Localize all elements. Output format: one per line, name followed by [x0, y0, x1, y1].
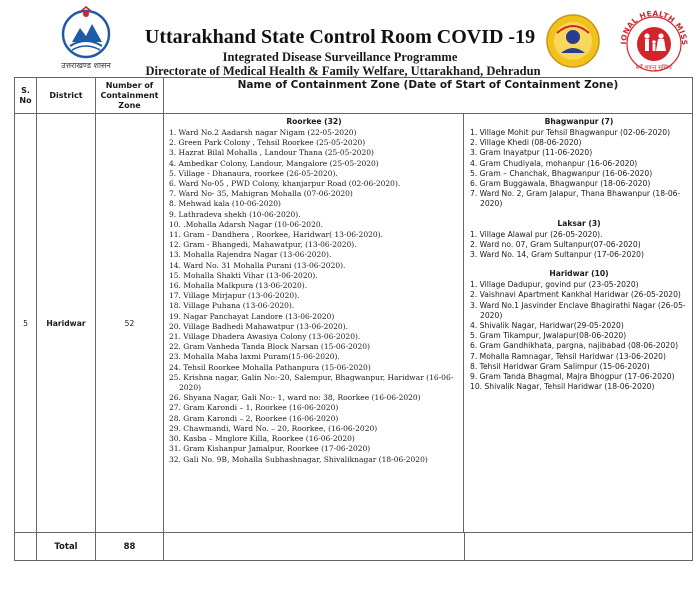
zone-list-cell	[164, 114, 693, 533]
header-count: Number of Containment Zone	[96, 78, 164, 114]
laksar-zone-list	[470, 230, 688, 261]
list-item: 2. Green Park Colony , Tehsil Roorkee (25-05-2020)	[169, 138, 366, 148]
page-title: Uttarakhand State Control Room COVID -19	[144, 26, 536, 48]
other-tehsils-column	[464, 114, 692, 532]
table-header-row	[15, 78, 693, 114]
list-item: 19. Nagar Panchayat Landore (13-06-2020)	[169, 311, 335, 321]
list-item: 4. Shivalik Nagar, Haridwar(29-05-2020)	[470, 321, 624, 331]
list-item: 1. Village Alawal pur (26-05-2020).	[470, 229, 603, 239]
uttarakhand-emblem-logo	[50, 6, 122, 74]
list-item: 11. Gram - Dandhera , Roorkee, Haridwar( 13-06-2020).	[169, 230, 383, 240]
list-item: 17. Village Mirjapur (13-06-2020).	[169, 291, 300, 301]
list-item: 7. Ward No. 2, Gram Jalapur, Thana Bhawanpur (18-06-2020)	[470, 189, 681, 209]
nhm-logo-text: IONAL HEALTH MISS	[618, 8, 690, 46]
list-item: 20. Village Badhedi Mahawatpur (13-06-2020).	[169, 321, 348, 331]
haridwar-zone-list	[470, 280, 688, 392]
list-item: 9. Lathradeva shekh (10-06-2020).	[169, 209, 301, 219]
total-label: Total	[37, 533, 96, 561]
idsp-logo-icon	[545, 13, 601, 69]
containment-zone-table	[14, 77, 693, 561]
section-title-laksar: Laksar (3)	[557, 218, 601, 228]
list-item: 2. Vaishnavi Apartment Kankhal Haridwar (26-05-2020)	[470, 290, 681, 300]
row-sno: 5	[15, 114, 37, 533]
list-item: 6. Gram Buggawala, Bhagwanpur (18-06-2020)	[470, 179, 651, 189]
roorkee-column	[164, 114, 464, 532]
nhm-logo-caption: सर्वे भवन्तु सुखिनः	[635, 65, 673, 71]
list-item: 18. Village Puhana (13-06-2020).	[169, 301, 295, 311]
page-header	[0, 0, 698, 76]
list-item: 7. Ward No- 35, Mahigran Mohalla (07-06-2020)	[169, 189, 353, 199]
roorkee-zone-list	[169, 128, 459, 465]
list-item: 6. Gram Gandhikhata, pargna, najibabad (08-06-2020)	[470, 341, 679, 351]
list-item: 3. Ward No. 14, Gram Sultanpur (17-06-2020)	[470, 250, 644, 260]
list-item: 14. Ward No. 31 Mohalla Purani (13-06-2020).	[169, 260, 346, 270]
page-subtitle: Integrated Disease Surveillance Programme	[222, 50, 458, 64]
list-item: 1. Ward No.2 Aadarsh nagar Nigam (22-05-2020)	[169, 128, 357, 137]
nhm-logo	[614, 6, 694, 72]
bhagwanpur-zone-list	[470, 128, 688, 210]
idsp-logo	[545, 13, 601, 69]
list-item: 6. Ward No-05 , PWD Colony, khanjarpur Road (02-06-2020).	[169, 179, 401, 189]
list-item: 22. Gram Vanheda Tanda Block Narsan (15-06-2020)	[169, 342, 370, 352]
list-item: 28. Gram Karondi – 2, Roorkee (16-06-2020)	[169, 413, 339, 423]
list-item: 8. Mehwad kala (10-06-2020)	[169, 199, 281, 209]
list-item: 2. Village Khedi (08-06-2020)	[470, 138, 582, 148]
list-item: 3. Hazrat Bilal Mohalla , Landour Thana (25-05-2020)	[169, 148, 374, 158]
list-item: 5. Gram – Chanchak, Bhagwanpur (16-06-2020)	[470, 168, 653, 178]
total-zones-cell	[164, 533, 693, 561]
list-item: 30. Kasba – Mnglore Killa, Roorkee (16-06-2020)	[169, 434, 355, 444]
section-title-haridwar: Haridwar (10)	[549, 269, 609, 279]
total-count: 88	[96, 533, 164, 561]
uttarakhand-emblem-icon	[50, 6, 122, 60]
list-item: 7. Mohalla Ramnagar, Tehsil Haridwar (13-06-2020)	[470, 351, 666, 361]
list-item: 8. Tehsil Haridwar Gram Salimpur (15-06-2020)	[470, 361, 650, 371]
list-item: 25. Krishna nagar, Galin No:-20, Salempur, Bhagwanpur, Haridwar (16-06-2020)	[169, 372, 454, 393]
list-item: 21. Village Dhadera Awasiya Colony (13-06-2020).	[169, 332, 361, 342]
list-item: 3. Ward No.1 Jasvinder Enclave Bhagirathi Nagar (26-05-2020)	[470, 300, 686, 320]
header-sno: S. No	[15, 78, 37, 114]
list-item: 1. Village Mohit pur Tehsil Bhagwanpur (02-06-2020)	[470, 128, 671, 137]
list-item: 5. Village - Dhanaura, roorkee (26-05-2020).	[169, 168, 338, 178]
header-district: District	[37, 78, 96, 114]
list-item: 2. Ward no. 07, Gram Sultanpur(07-06-2020)	[470, 239, 641, 249]
list-item: 4. Gram Chudiyala, mohanpur (16-06-2020)	[470, 158, 638, 168]
list-item: 15. Mohalla Shakti Vihar (13-06-2020).	[169, 270, 318, 280]
emblem-caption: उत्तराखण्ड शासन	[61, 61, 111, 70]
list-item: 24. Tehsil Roorkee Mohalla Pathanpura (15-06-2020)	[169, 362, 371, 372]
section-title-bhagwanpur: Bhagwanpur (7)	[544, 117, 614, 126]
list-item: 1. Village Dadupur, govind pur (23-05-2020)	[470, 280, 639, 290]
list-item: 3. Gram Inayatpur (11-06-2020)	[470, 148, 593, 158]
header-zones: Name of Containment Zone (Date of Start of Containment Zone)	[164, 78, 693, 114]
directorate-name: Directorate of Medical Health & Family Welfare, Uttarakhand, Dehradun	[145, 64, 541, 78]
table-row	[15, 114, 693, 533]
list-item: 5. Gram Tikampur, Jwalapur(08-06-2020)	[470, 331, 627, 341]
list-item: 31. Gram Kishanpur Jamalpur, Roorkee (17-06-2020)	[169, 444, 371, 454]
list-item: 16. Mohalla Malkpura (13-06-2020).	[169, 281, 308, 291]
header-titles	[140, 26, 541, 78]
list-item: 10. .Mohalla Adarsh Nagar (10-06-2020.	[169, 219, 324, 229]
list-item: 26. Shyana Nagar, Gali No:- 1, ward no: 38, Roorkee (16-06-2020)	[169, 393, 421, 403]
list-item: 23. Mohalla Maha laxmi Puram(15-06-2020).	[169, 352, 340, 362]
list-item: 9. Gram Tanda Bhagmal, Majra Bhogpur (17-06-2020)	[470, 372, 675, 382]
row-count: 52	[96, 114, 164, 533]
national-health-mission-logo-icon	[614, 6, 694, 72]
list-item: 29. Chawmandi, Ward No. – 20, Roorkee, (16-06-2020)	[169, 423, 378, 433]
list-item: 4. Ambedkar Colony, Landour, Mangalore (25-05-2020)	[169, 158, 379, 168]
row-district: Haridwar	[37, 114, 96, 533]
total-row	[15, 533, 693, 561]
list-item: 13. Mohalla Rajendra Nagar (13-06-2020).	[169, 250, 332, 260]
total-blank-cell	[15, 533, 37, 561]
list-item: 27. Gram Karondi – 1, Roorkee (16-06-2020)	[169, 403, 339, 413]
list-item: 12. Gram - Bhangedi, Mahawatpur, (13-06-2020).	[169, 240, 357, 250]
list-item: 10. Shivalik Nagar, Tehsil Haridwar (18-06-2020)	[470, 382, 655, 392]
list-item: 32. Gali No. 9B, Mohalla Subhashnagar, Shivaliknagar (18-06-2020)	[169, 454, 428, 464]
section-title-roorkee: Roorkee (32)	[286, 117, 342, 126]
